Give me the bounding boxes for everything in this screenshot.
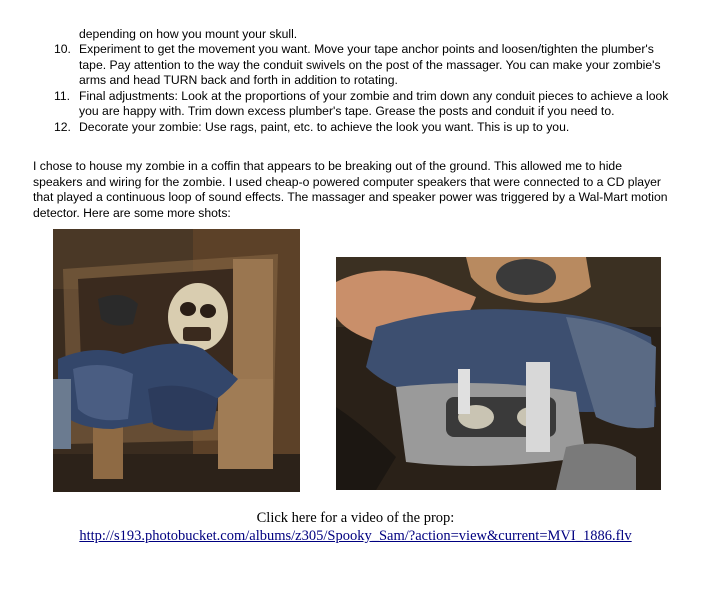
step-continuation: depending on how you mount your skull. xyxy=(79,27,298,41)
step-number: 10. xyxy=(54,42,71,56)
step-number: 11. xyxy=(54,88,71,103)
list-item xyxy=(0,89,690,120)
video-link[interactable]: http://s193.photobucket.com/albums/z305/Spooky_Sam/?action=view&current=MVI_1886.flv xyxy=(79,528,632,544)
steps-list xyxy=(0,42,690,135)
step-text: Final adjustments: Look at the proportions of your zombie and trim down any conduit pieces to achieve a look you are happy with. Trim down excess plumber's tape. Grease the posts and conduit if you need to. xyxy=(79,88,669,118)
list-item xyxy=(0,42,690,89)
step-number: 12. xyxy=(54,119,71,134)
list-item xyxy=(0,120,690,136)
body-paragraph: I chose to house my zombie in a coffin that appears to be breaking out of the ground. This allowed me to hide speakers and wiring for the zombie. I used cheap-o powered computer speakers that were connected to a CD player that played a continuous loop of sound effects. The massager and speaker power was triggered by a Wal-Mart motion detector. Here are some more shots: xyxy=(33,159,668,220)
video-link-container xyxy=(0,528,711,545)
zombie-coffin-photo xyxy=(53,229,300,492)
mechanism-photo xyxy=(336,257,661,490)
video-caption: Click here for a video of the prop: xyxy=(256,510,455,526)
step-text: Experiment to get the movement you want. Move your tape anchor points and loosen/tighten the plumber's tape. Pay attention to the way the conduit swivels on the post of the massager. You can make your zombie's arms and head TURN back and forth in addition to rotating. xyxy=(79,42,661,87)
step-text: Decorate your zombie: Use rags, paint, etc. to achieve the look you want. This is up to you. xyxy=(79,119,570,134)
